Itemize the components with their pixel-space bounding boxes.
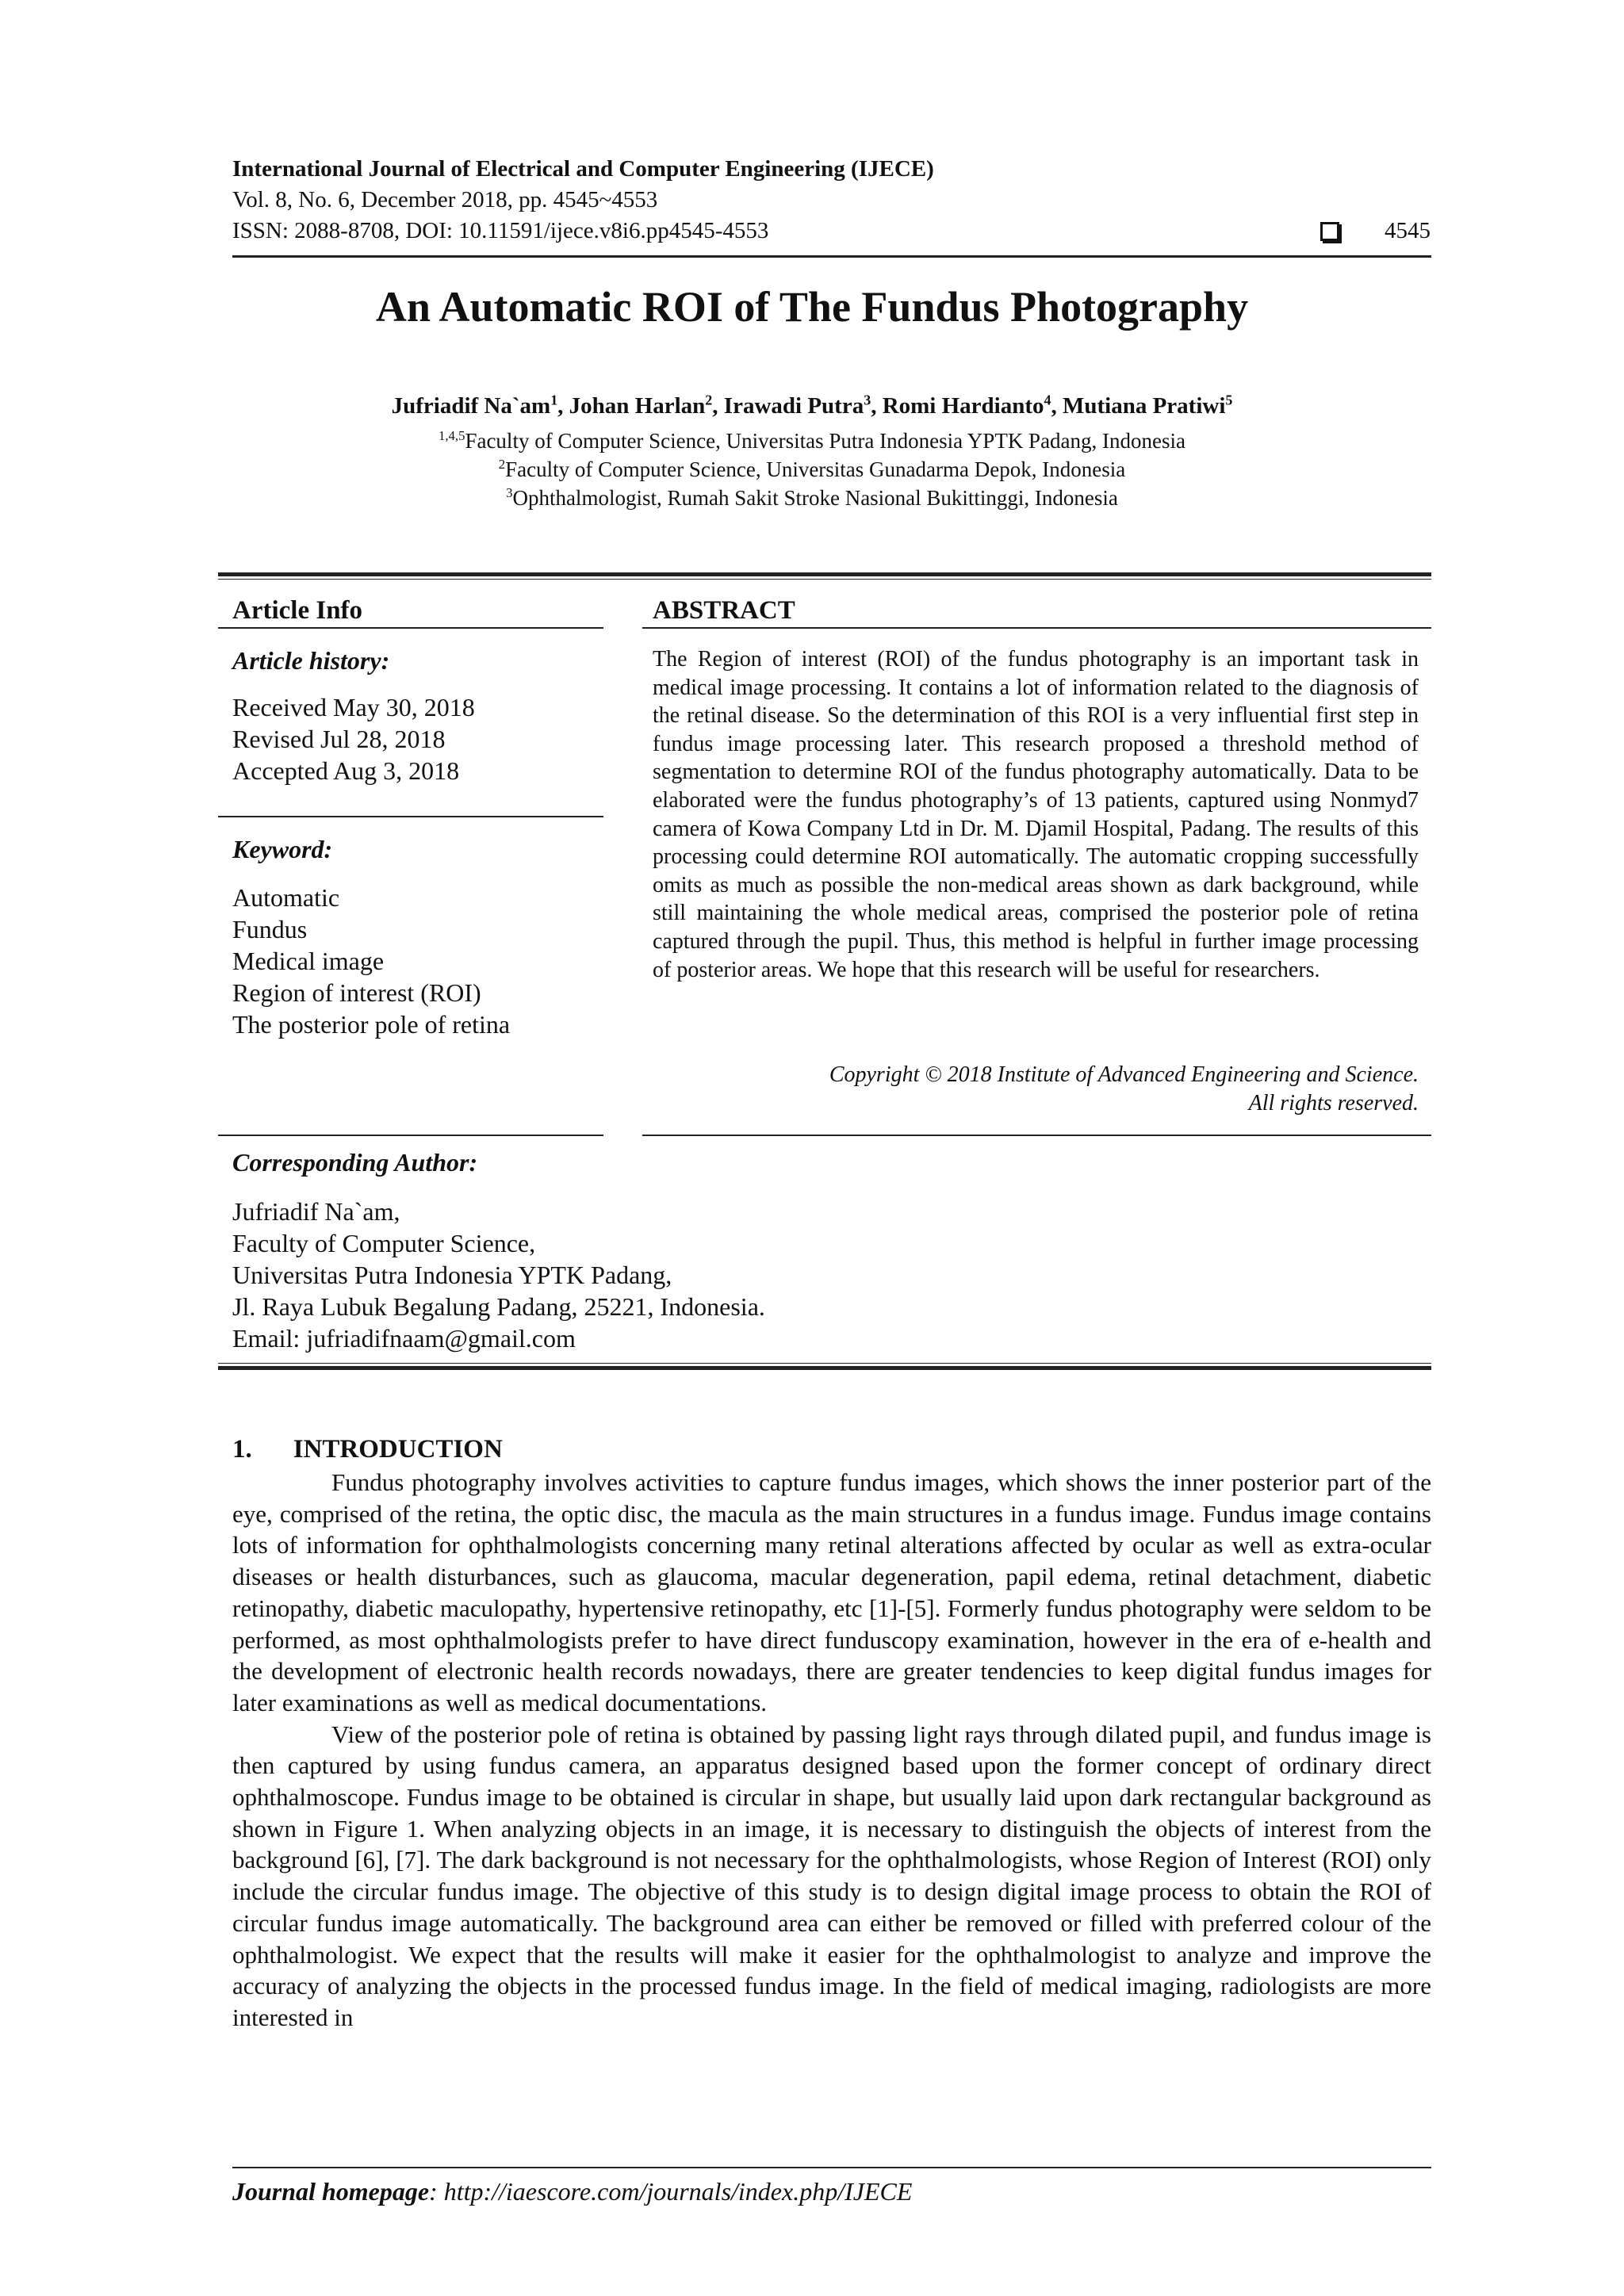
abstract-heading: ABSTRACT bbox=[653, 596, 795, 625]
journal-homepage[interactable]: Journal homepage: http://iaescore.com/journals/index.php/IJECE bbox=[232, 2177, 913, 2206]
introduction-body bbox=[232, 1467, 1431, 2034]
author: Mutiana Pratiwi bbox=[1062, 393, 1226, 419]
info-bottom-rule bbox=[218, 1366, 1431, 1370]
keyword-item: Medical image bbox=[232, 947, 385, 975]
keyword-item: Automatic bbox=[232, 883, 340, 912]
checkbox-icon bbox=[1320, 222, 1339, 241]
keyword-rule bbox=[218, 1135, 603, 1136]
corresponding-line: Faculty of Computer Science, bbox=[232, 1229, 536, 1257]
affiliation: $^3$Ophthalmologist, Rumah Sakit Stroke Nasional Bukittinggi, Indonesia bbox=[506, 485, 1118, 510]
page-number: 4545 bbox=[1385, 218, 1431, 243]
corresponding-author-label: Corresponding Author: bbox=[232, 1148, 478, 1177]
affiliation: $^2$Faculty of Computer Science, Universitas Gunadarma Depok, Indonesia bbox=[498, 457, 1126, 481]
keyword-item: Region of interest (ROI) bbox=[232, 978, 481, 1007]
keyword-item: The posterior pole of retina bbox=[232, 1010, 511, 1039]
issn-doi: ISSN: 2088-8708, DOI: 10.11591/ijece.v8i6.pp4545-4553 bbox=[232, 218, 769, 243]
info-top-rule-thin bbox=[218, 579, 1431, 580]
article-history-label: Article history: bbox=[232, 646, 390, 675]
author: Irawadi Putra bbox=[723, 393, 864, 419]
author: Johan Harlan bbox=[569, 393, 706, 419]
corresponding-line: Jl. Raya Lubuk Begalung Padang, 25221, Indonesia. bbox=[232, 1292, 765, 1321]
header-rule bbox=[232, 255, 1431, 258]
abstract-bottom-rule bbox=[642, 1135, 1431, 1136]
corresponding-line: Universitas Putra Indonesia YPTK Padang, bbox=[232, 1261, 672, 1289]
footer-rule bbox=[232, 2167, 1431, 2168]
history-rule bbox=[218, 816, 603, 817]
history-item: Received May 30, 2018 bbox=[232, 693, 475, 721]
article-info-heading: Article Info bbox=[232, 596, 363, 625]
info-top-rule bbox=[218, 572, 1431, 576]
author: Romi Hardianto bbox=[882, 393, 1044, 419]
author-list: Jufriadif $Na`am^1$, Johan Harlan$^2$, Irawadi Putra$^3$, Romi Hardianto$^4$, Mutiana Pratiwi$^5$ bbox=[391, 392, 1233, 419]
corresponding-line: Jufriadif Na`am, bbox=[232, 1197, 400, 1226]
email-link[interactable]: Email: jufriadifnaam@gmail.com bbox=[232, 1324, 576, 1353]
keyword-list bbox=[232, 882, 510, 1040]
keyword-label: Keyword: bbox=[232, 835, 333, 863]
journal-name: International Journal of Electrical and Computer Engineering (IJECE) bbox=[232, 156, 934, 182]
abstract-rule bbox=[642, 627, 1431, 629]
article-history bbox=[232, 691, 475, 786]
paragraph: View of the posterior pole of retina is obtained by passing light rays through dilated pupil, and fundus image is then captured by using fundus camera, an apparatus designed based upon the former concept of ordinary direct ophthalmoscope. Fundus image to be obtained is circular in shape, but usually laid upon dark rectangular background as shown in Figure 1. When analyzing objects in an image, it is necessary to distinguish the objects of interest from the background [6], [7]. The dark background is not necessary for the ophthalmologists, whose Region of Interest (ROI) only include the circular fundus image. The objective of this study is to design digital image process to obtain the ROI of circular fundus image automatically. The background area can either be removed or filled with preferred colour of the ophthalmologist. We expect that the results will make it easier for the ophthalmologist to analyze and improve the accuracy of analyzing the objects in the processed fundus image. In the field of medical imaging, radiologists are more interested in bbox=[232, 1720, 1431, 2031]
affiliation: $^{1,4,5}$Faculty of Computer Science, Universitas Putra Indonesia YPTK Padang, Indonesia bbox=[438, 428, 1186, 453]
rights-line: All rights reserved. bbox=[1248, 1091, 1419, 1115]
section-heading: 1. INTRODUCTION bbox=[232, 1435, 503, 1464]
keyword-item: Fundus bbox=[232, 915, 308, 943]
info-bottom-rule-thin bbox=[218, 1363, 1431, 1364]
abstract-text: The Region of interest (ROI) of the fundus photography is an important task in medical image processing. It contains a lot of information related to the diagnosis of the retinal disease. So the determination of this ROI is a very influential first step in fundus image processing later. This research proposed a threshold method of segmentation to determine ROI of the fundus photography automatically. Data to be elaborated were the fundus photography’s of 13 patients, captured using Nonmyd7 camera of Kowa Company Ltd in Dr. M. Djamil Hospital, Padang. The results of this processing could determine ROI automatically. The automatic cropping successfully omits as much as possible the non-medical areas shown as dark background, while still maintaining the whole medical areas, comprised the posterior pole of retina captured through the pupil. Thus, this method is helpful in further image processing of posterior areas. We hope that this research will be useful for researchers. bbox=[653, 647, 1419, 982]
history-item: Revised Jul 28, 2018 bbox=[232, 725, 446, 753]
corresponding-author-details bbox=[232, 1196, 765, 1354]
author: Jufriadif Na`am bbox=[391, 393, 551, 419]
volume-info: Vol. 8, No. 6, December 2018, pp. 4545~4553 bbox=[232, 187, 658, 212]
copyright-line: Copyright © 2018 Institute of Advanced Engineering and Science. bbox=[829, 1062, 1419, 1087]
article-info-rule bbox=[218, 627, 603, 629]
paper-title: An Automatic ROI of The Fundus Photography bbox=[375, 283, 1249, 331]
history-item: Accepted Aug 3, 2018 bbox=[232, 756, 460, 785]
paragraph: Fundus photography involves activities to capture fundus images, which shows the inner posterior part of the eye, comprised of the retina, the optic disc, the macula as the main structures in a fundus image. Fundus image contains lots of information for ophthalmologists concerning many retinal alterations affected by ocular as well as extra-ocular diseases or health disturbances, such as glaucoma, macular degeneration, papil edema, retinal detachment, diabetic retinopathy, diabetic maculopathy, hypertensive retinopathy, etc [1]-[5]. Formerly fundus photography were seldom to be performed, as most ophthalmologists prefer to have direct funduscopy examination, however in the era of e-health and the development of electronic health records nowadays, there are greater tendencies to keep digital fundus images for later examinations as well as medical documentations. bbox=[232, 1468, 1431, 1716]
